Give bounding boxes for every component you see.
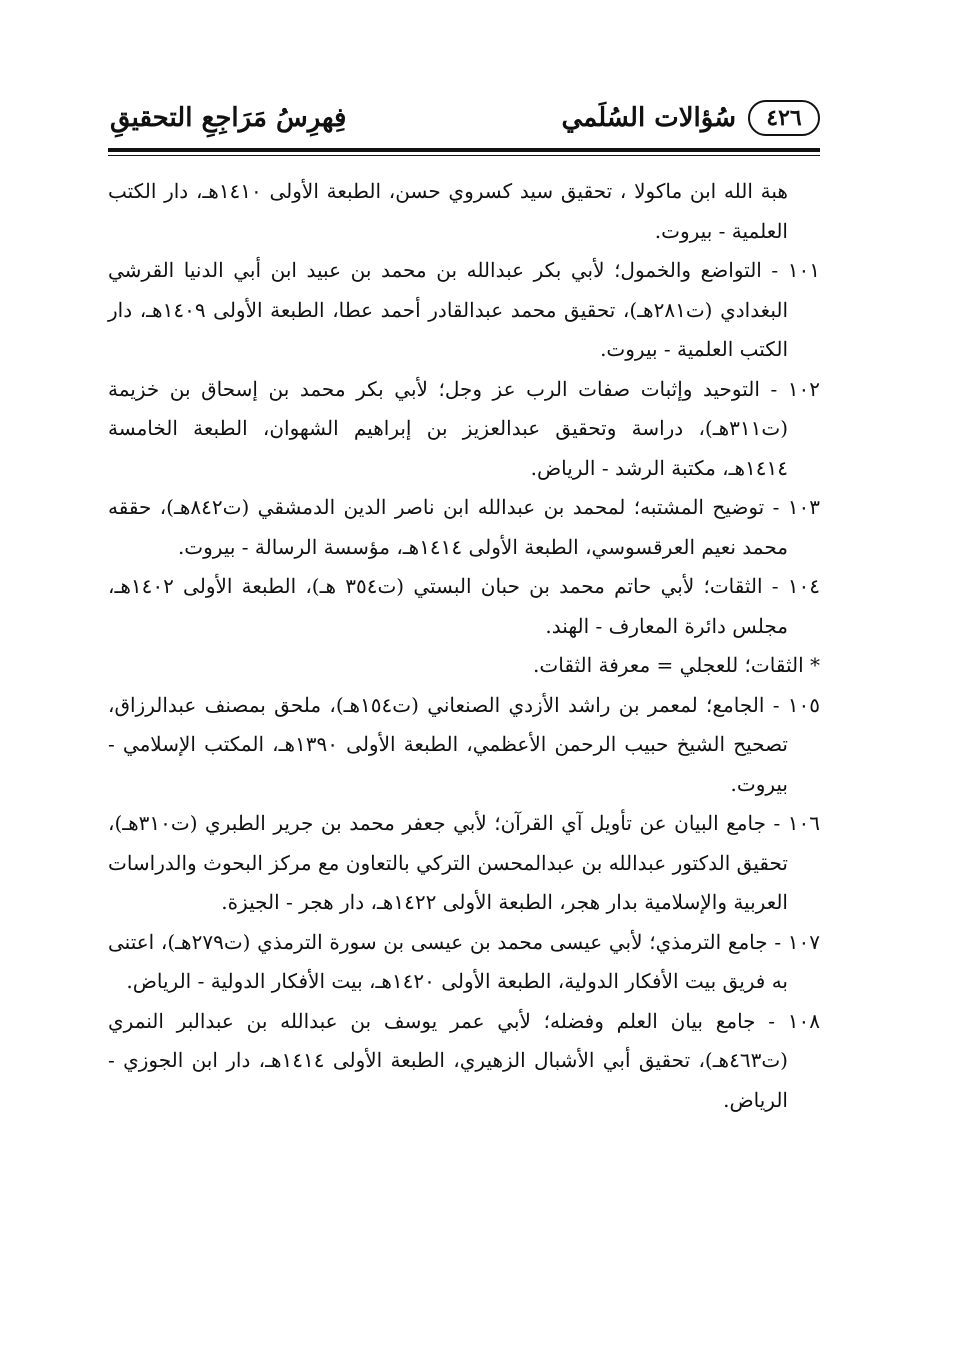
reference-entry-106: ١٠٦ - جامع البيان عن تأويل آي القرآن؛ لأبي جعفر محمد بن جرير الطبري (ت٣١٠هـ)، تحقيق الدكتور عبدالله بن عبدالمحسن التركي بالتعاون مع مركز البحوث والدراسات العربية والإسلامية بدار هجر، الطبعة الأولى ١٤٢٢هـ، دار هجر - الجيزة. [108, 811, 820, 914]
reference-entry-108: ١٠٨ - جامع بيان العلم وفضله؛ لأبي عمر يوسف بن عبدالله بن عبدالبر النمري (ت٤٦٣هـ)، تحقيق أبي الأشبال الزهيري، الطبعة الأولى ١٤١٤هـ، دار ابن الجوزي - الرياض. [108, 1008, 820, 1112]
reference-entry-104: ١٠٤ - الثقات؛ لأبي حاتم محمد بن حبان البستي (ت٣٥٤ هـ)، الطبعة الأولى ١٤٠٢هـ، مجلس دائرة المعارف - الهند. [108, 574, 820, 638]
page-number: ٤٢٦ [766, 105, 802, 131]
reference-entry-105: ١٠٥ - الجامع؛ لمعمر بن راشد الأزدي الصنعاني (ت١٥٤هـ)، ملحق بمصنف عبدالرزاق، تصحيح الشيخ حبيب الرحمن الأعظمي، الطبعة الأولى ١٣٩٠هـ، المكتب الإسلامي - بيروت. [108, 692, 820, 796]
running-header [110, 96, 820, 144]
book-title: سُؤالات السُلَمي [561, 103, 736, 133]
header-rule-thick [108, 148, 820, 152]
reference-list [108, 172, 820, 1120]
section-title: فِهرِسُ مَرَاجِعِ التحقيقِ [110, 103, 347, 133]
reference-continuation: هبة الله ابن ماكولا ، تحقيق سيد كسروي حسن، الطبعة الأولى ١٤١٠هـ، دار الكتب العلمية - بيروت. [108, 179, 788, 243]
page-number-badge [748, 100, 820, 136]
header-rule-thin [108, 155, 820, 156]
reference-entry-103: ١٠٣ - توضيح المشتبه؛ لمحمد بن عبدالله ابن ناصر الدين الدمشقي (ت٨٤٢هـ)، حققه محمد نعيم العرقسوسي، الطبعة الأولى ١٤١٤هـ، مؤسسة الرسالة - بيروت. [108, 495, 821, 559]
reference-entry-107: ١٠٧ - جامع الترمذي؛ لأبي عيسى محمد بن عيسى بن سورة الترمذي (ت٢٧٩هـ)، اعتنى به فريق بيت الأفكار الدولية، الطبعة الأولى ١٤٢٠هـ، بيت الأفكار الدولية - الرياض. [108, 929, 820, 993]
reference-entry-102: ١٠٢ - التوحيد وإثبات صفات الرب عز وجل؛ لأبي بكر محمد بن إسحاق بن خزيمة (ت٣١١هـ)، دراسة وتحقيق عبدالعزيز بن إبراهيم الشهوان، الطبعة الخامسة ١٤١٤هـ، مكتبة الرشد - الرياض. [108, 376, 820, 480]
reference-entry-101: ١٠١ - التواضع والخمول؛ لأبي بكر عبدالله بن محمد بن عبيد ابن أبي الدنيا القرشي البغدادي (ت٢٨١هـ)، تحقيق محمد عبدالقادر أحمد عطا، الطبعة الأولى ١٤٠٩هـ، دار الكتب العلمية - بيروت. [108, 258, 820, 361]
cross-reference-note: * الثقات؛ للعجلي = معرفة الثقات. [533, 653, 820, 677]
